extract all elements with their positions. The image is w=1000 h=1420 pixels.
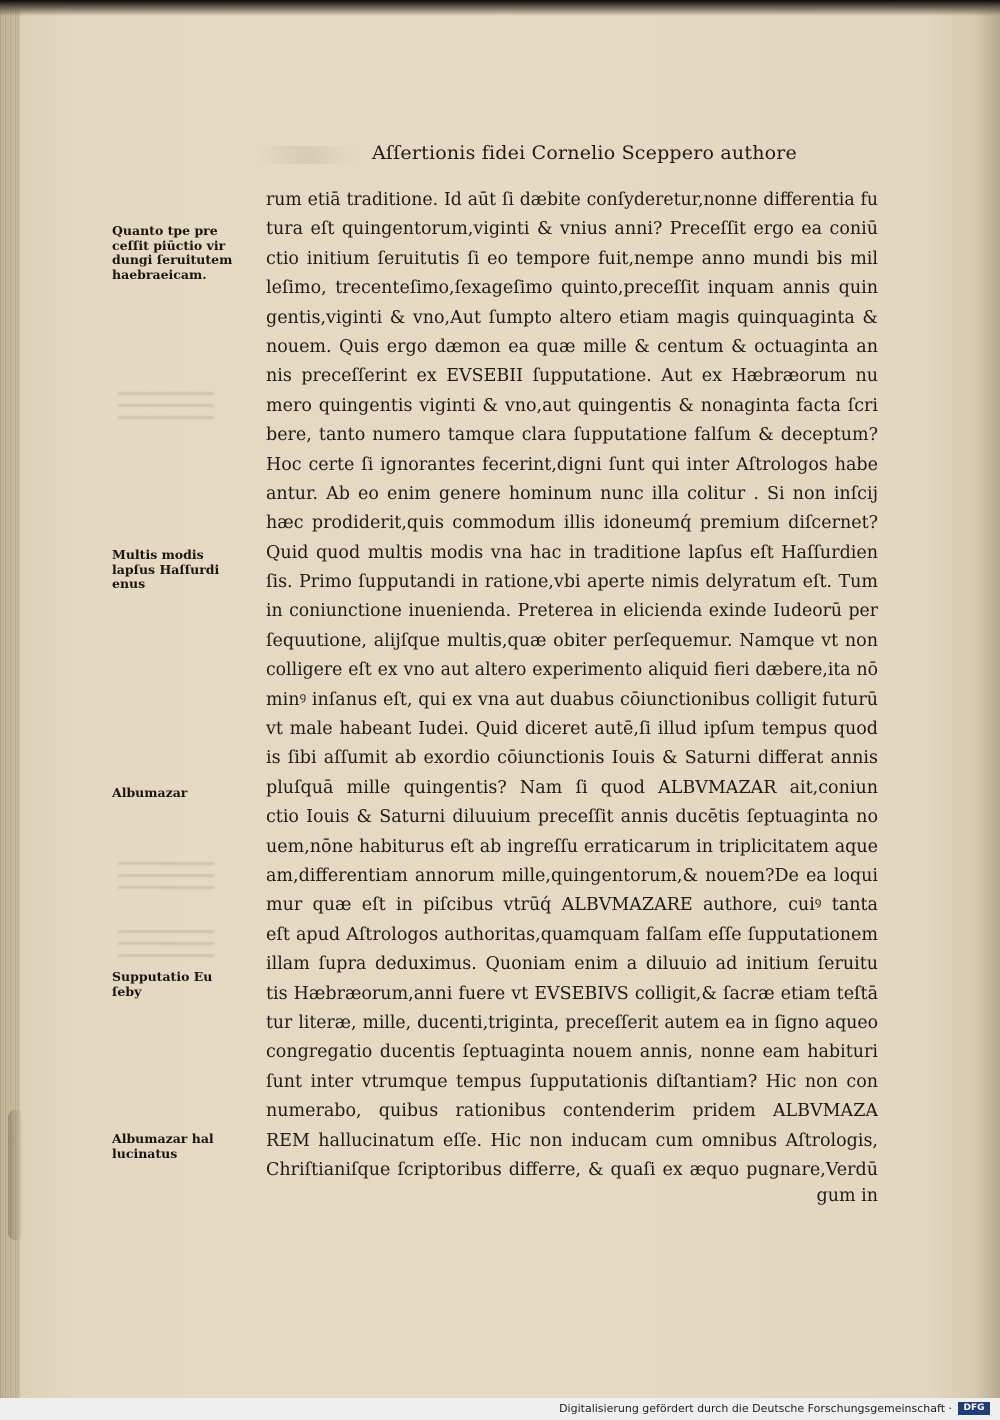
binding-shadow [8, 1110, 22, 1240]
text-line: mero quingentis viginti & vno,aut quingentis & nonaginta facta ſcri [266, 395, 878, 416]
gloss-line: haebraeicam. [112, 266, 207, 282]
marginal-gloss [112, 970, 240, 999]
text-line: eſt apud Aſtrologos authoritas,quamquam falſam eſſe ſupputationem [266, 924, 878, 945]
gloss-line: dungi ſeruitutem [112, 252, 233, 267]
gloss-line: Albumazar [112, 785, 188, 800]
gloss-line: lucinatus [112, 1145, 178, 1161]
footer-bar [0, 1398, 1000, 1420]
marginal-gloss [112, 1132, 240, 1161]
catchword: gum in [816, 1186, 878, 1207]
text-line: antur. Ab eo enim genere hominum nunc illa colitur . Si non inſcij [266, 483, 878, 504]
running-head: Aſſertionis fidei Cornelio Sceppero authore [372, 142, 798, 164]
text-line: minꝰ inſanus eſt, qui ex vna aut duabus cōiunctionibus colligit futurū [266, 689, 878, 710]
bleed-through-gloss [118, 930, 214, 964]
text-line: ſunt inter vtrumque tempus ſupputationis diſtantiam? Hic non con [266, 1071, 878, 1092]
gloss-line: Supputatio Eu [112, 969, 213, 984]
text-line: REM hallucinatum eſſe. Hic non inducam cum omnibus Aſtrologis, [266, 1130, 878, 1151]
text-line: hæc prodiderit,quis commodum illis idoneumq́ premium diſcernet? [266, 513, 878, 534]
text-line: Hoc certe ſi ignorantes fecerint,digni ſunt qui inter Aſtrologos habe [266, 454, 878, 475]
text-line: ſis. Primo ſupputandi in ratione,vbi aperte nimis delyratum eſt. Tum [266, 572, 878, 593]
text-line: Quid quod multis modis vna hac in traditione lapſus eſt Haſſurdien [266, 542, 878, 563]
gloss-line: Quanto tpe pre [112, 223, 218, 238]
text-line: colligere eſt ex vno aut altero experimento aliquid fieri dæbere,ita nō [266, 660, 878, 681]
gloss-line: ſeby [112, 983, 142, 999]
gloss-line: enus [112, 576, 146, 591]
text-line: tis Hæbræorum,anni fuere vt EVSEBIVS colligit,& ſacræ etiam teſtā [266, 983, 878, 1004]
text-line: ctio Iouis & Saturni diluuium preceſſit annis ducētis ſeptuaginta no [266, 807, 878, 828]
text-line: bere, tanto numero tamque clara ſupputatione falſum & deceptum? [266, 425, 878, 446]
text-line: mur quæ eſt in piſcibus vtrūq́ ALBVMAZARE authore, cuiꝰ tanta [266, 895, 878, 916]
bleed-through-heading [258, 146, 356, 164]
text-line: ctio initium ſeruitutis ſi eo tempore fuit,nempe anno mundi bis mil [266, 248, 878, 269]
bleed-through-gloss [118, 392, 214, 426]
top-edge-shadow [0, 0, 1000, 16]
text-line: illam ſupra deduximus. Quoniam enim a diluuio ad initium ſeruitu [266, 954, 878, 975]
text-line: Chriſtianiſque ſcriptoribus differre, & quaſi ex æquo pugnare,Verdū [266, 1159, 878, 1180]
text-line: vt male habeant Iudei. Quid diceret autē,ſi illud ipſum tempus quod [266, 719, 878, 740]
text-line: am,differentiam annorum mille,quingentorum,& nouem?De ea loqui [266, 865, 878, 886]
text-line: rum etiā traditione. Id aūt ſi dæbite conſyderetur,nonne differentia fu [266, 190, 878, 210]
text-line: gentis,viginti & vno,Aut ſumpto altero etiam magis quinquaginta & [266, 307, 878, 328]
gloss-line: lapſus Haſſurdi [112, 561, 220, 577]
marginal-gloss [112, 786, 240, 801]
bleed-through-gloss [118, 862, 214, 896]
text-line: nouem. Quis ergo dæmon ea quæ mille & centum & octuaginta an [266, 336, 878, 357]
text-line: ſequutione, alijſque multis,quæ obiter perſequemur. Namque vt non [266, 630, 878, 651]
gloss-line: ceſſit piūctio vir [112, 237, 226, 253]
text-line: is ſibi aſſumit ab exordio cōiunctionis Iouis & Saturni differat annis [266, 748, 878, 769]
text-line: uem,nōne habiturus eſt ab ingreſſu erraticarum in triplicitatem aque [266, 836, 878, 857]
digitization-credit: Digitalisierung gefördert durch die Deutsche Forschungsgemeinschaft · [559, 1402, 952, 1415]
text-line: leſimo, trecenteſimo,ſexageſimo quinto,preceſſit inquam annis quin [266, 278, 878, 299]
marginal-gloss [112, 548, 240, 592]
gloss-line: Multis modis [112, 547, 204, 562]
text-line: in coniunctione inuenienda. Preterea in elicienda exinde Iudeorū per [266, 601, 878, 622]
text-line: nis preceſſerint ex EVSEBII ſupputatione. Aut ex Hæbræorum nu [266, 366, 878, 387]
text-line: tur literæ, mille, ducenti,triginta, preceſſerit autem ea in ſigno aqueo [266, 1012, 878, 1033]
text-line: numerabo, quibus rationibus contenderim pridem ALBVMAZA [266, 1101, 878, 1122]
text-line: congregatio ducentis ſeptuaginta nouem annis, nonne eam habituri [266, 1042, 878, 1063]
marginal-gloss [112, 224, 240, 282]
body-text [266, 186, 878, 1207]
text-line: tura eſt quingentorum,viginti & vnius anni? Preceſſit ergo ea coniū [266, 219, 878, 240]
dfg-logo: DFG [958, 1402, 990, 1415]
text-line: pluſquā mille quingentis? Nam ſi quod ALBVMAZAR ait,coniun [266, 777, 878, 798]
gloss-line: Albumazar hal [112, 1131, 214, 1146]
